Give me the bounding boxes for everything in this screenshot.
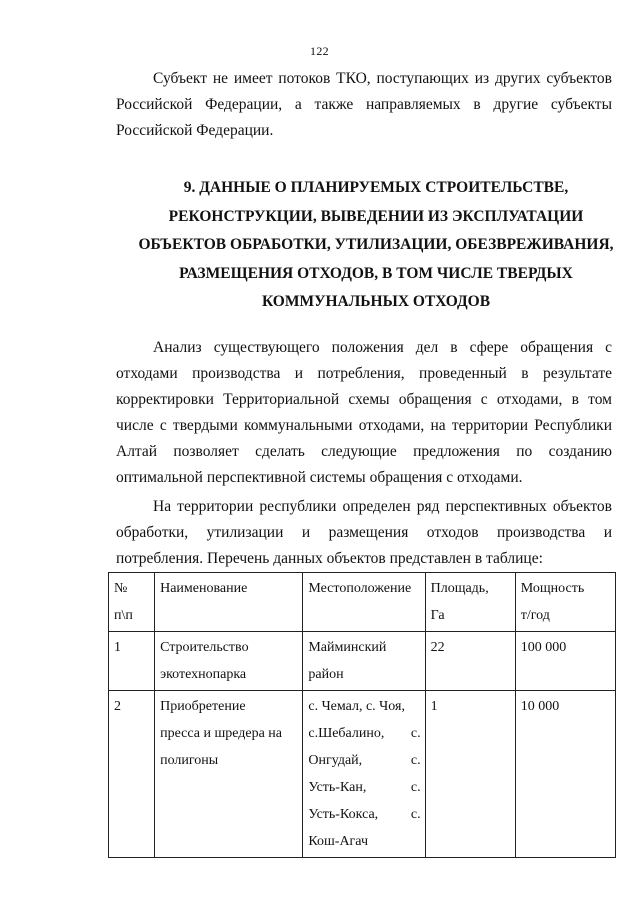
objects-intro-paragraph [116,494,612,572]
section-heading [116,174,636,317]
cell-area: 22 [425,632,515,691]
table-row [109,691,616,858]
page-number: 122 [310,44,329,58]
heading-line: ОБЪЕКТОВ ОБРАБОТКИ, УТИЛИЗАЦИИ, ОБЕЗВРЕЖИВАНИЯ, [138,236,614,253]
analysis-line: Анализ существующего положения дел в сфере обращения с [153,339,612,356]
analysis-line: оптимальной перспективной системы обращения с отходами. [116,469,523,486]
objects-intro-line: На территории республики определен ряд перспективных объектов [153,498,612,515]
header-cell-area: Площадь, Га [425,573,515,632]
heading-line: РАЗМЕЩЕНИЯ ОТХОДОВ, В ТОМ ЧИСЛЕ ТВЕРДЫХ [179,264,573,282]
cell-location: с. Чемал, с. Чоя, с.Шебалино, с. Онгудай, с. Усть-Кан, с. Усть-Кокса, с. Кош-Агач [303,691,425,858]
analysis-line: корректировки Территориальной схемы обращения с отходами, в том [116,391,612,408]
analysis-paragraph [116,335,612,491]
table-header-row [109,573,616,632]
cell-number: 2 [109,691,155,858]
intro-line: Российской Федерации, а также направляемых в другие субъекты [116,96,612,113]
cell-name: Строительство экотехнопарка [155,632,303,691]
intro-line: Российской Федерации. [116,122,274,139]
table-row [109,632,616,691]
header-cell-number: № п\п [109,573,155,632]
heading-line: КОММУНАЛЬНЫХ ОТХОДОВ [261,293,491,310]
header-cell-name: Наименование [155,573,303,632]
analysis-line: отходами производства и потребления, проведенный в результате [116,365,612,382]
cell-number: 1 [109,632,155,691]
cell-location: Майминский район [303,632,425,691]
header-cell-location: Местоположение [303,573,425,632]
header-cell-capacity: Мощность т/год [515,573,615,632]
cell-capacity: 100 000 [515,632,615,691]
intro-paragraph [116,66,612,144]
cell-capacity: 10 000 [515,691,615,858]
objects-intro-line: обработки, утилизации и размещения отходов производства и [116,524,612,541]
objects-intro-line: потребления. Перечень данных объектов представлен в таблице: [116,550,543,567]
analysis-line: Алтай позволяет сделать следующие предложения по созданию [116,443,612,460]
heading-line: РЕКОНСТРУКЦИИ, ВЫВЕДЕНИИ ИЗ ЭКСПЛУАТАЦИИ [168,207,584,225]
cell-name: Приобретение пресса и шредера на полигоны [155,691,303,858]
analysis-line: числе с твердыми коммунальными отходами, на территории Республики [116,417,612,434]
intro-line: Субъект не имеет потоков ТКО, поступающих из других субъектов [153,70,612,87]
cell-area: 1 [425,691,515,858]
objects-table [108,572,616,858]
heading-line: 9. ДАННЫЕ О ПЛАНИРУЕМЫХ СТРОИТЕЛЬСТВЕ, [183,179,569,196]
